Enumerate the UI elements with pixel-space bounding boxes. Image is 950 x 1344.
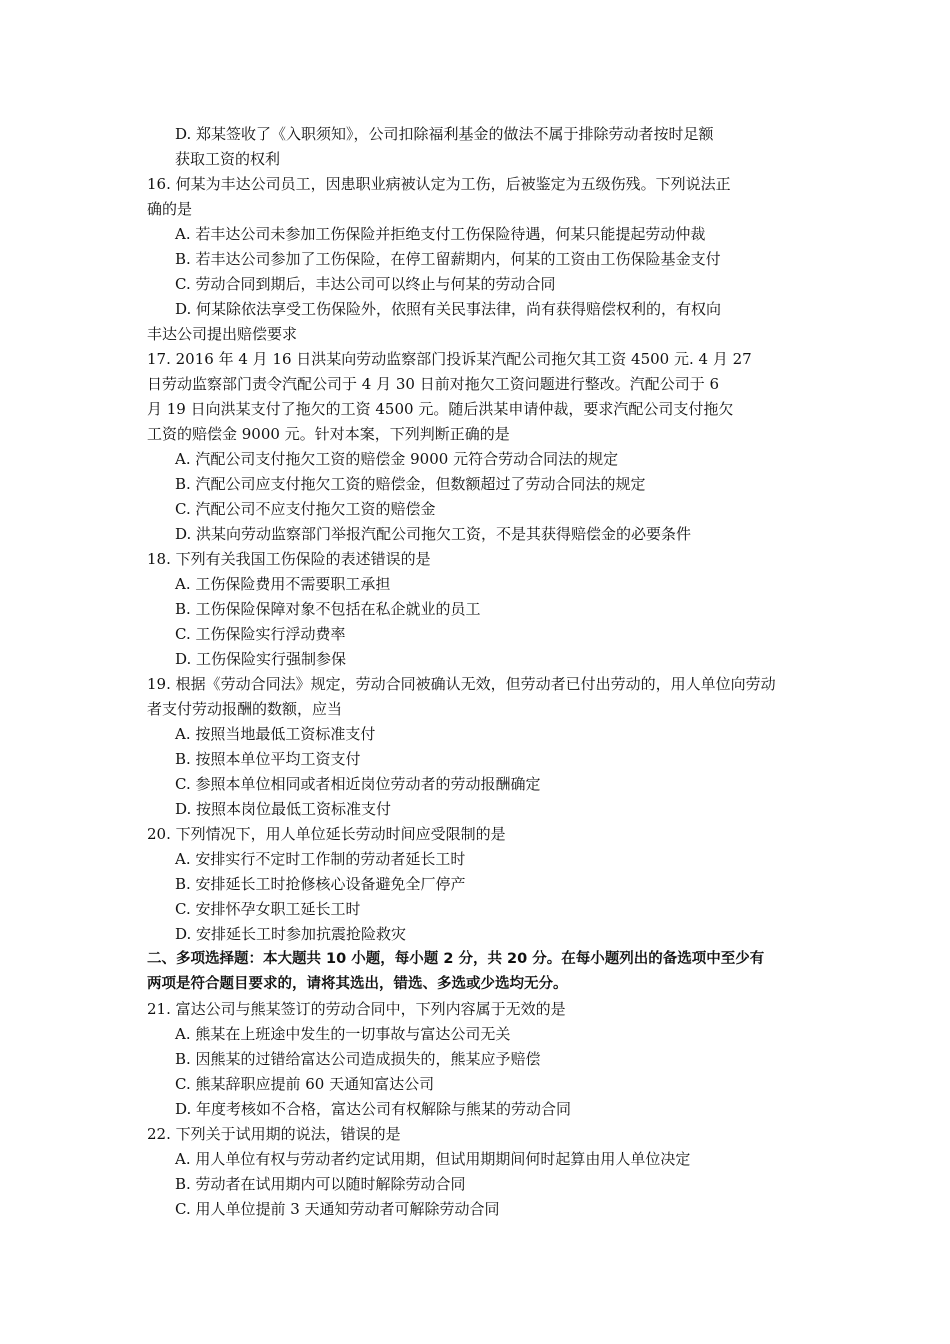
q20-option-a: A. 安排实行不定时工作制的劳动者延长工时 (175, 850, 466, 868)
q16-option-d: D. 何某除依法享受工伤保险外，依照有关民事法律，尚有获得赔偿权利的，有权向 (175, 300, 722, 318)
q18-option-a: A. 工伤保险费用不需要职工承担 (175, 575, 391, 593)
q16-stem-cont: 确的是 (147, 200, 193, 218)
section-2-heading: 二、多项选择题：本大题共 10 小题，每小题 2 分，共 20 分。在每小题列出的备选项中至少有 (147, 951, 765, 967)
q17-option-c: C. 汽配公司不应支付拖欠工资的赔偿金 (175, 500, 436, 518)
q15-option-d: D. 郑某签收了《入职须知》，公司扣除福利基金的做法不属于排除劳动者按时足额 (175, 125, 714, 143)
section-2-heading-cont: 两项是符合题目要求的，请将其选出，错选、多选或少选均无分。 (147, 976, 568, 992)
q17-option-a: A. 汽配公司支付拖欠工资的赔偿金 9000 元符合劳动合同法的规定 (175, 450, 619, 468)
q19-stem-cont: 者支付劳动报酬的数额，应当 (147, 700, 343, 718)
q16-option-d-cont: 丰达公司提出赔偿要求 (147, 325, 298, 343)
q16-stem: 16. 何某为丰达公司员工，因患职业病被认定为工伤，后被鉴定为五级伤残。下列说法正 (147, 175, 731, 193)
exam-page (147, 122, 815, 1222)
q15-option-d-cont: 获取工资的权利 (175, 150, 281, 168)
q16-option-a: A. 若丰达公司未参加工伤保险并拒绝支付工伤保险待遇，何某只能提起劳动仲裁 (175, 225, 706, 243)
q19-option-b: B. 按照本单位平均工资支付 (175, 750, 361, 768)
q20-stem: 20. 下列情况下，用人单位延长劳动时间应受限制的是 (147, 825, 506, 843)
q17-stem-cont-2: 月 19 日向洪某支付了拖欠的工资 4500 元。随后洪某申请仲裁，要求汽配公司支付拖欠 (147, 400, 734, 418)
q17-stem-cont-1: 日劳动监察部门责令汽配公司于 4 月 30 日前对拖欠工资问题进行整改。汽配公司于 6 (147, 375, 720, 393)
q19-option-a: A. 按照当地最低工资标准支付 (175, 725, 376, 743)
q17-stem: 17. 2016 年 4 月 16 日洪某向劳动监察部门投诉某汽配公司拖欠其工资 4500 元. 4 月 27 (147, 350, 752, 368)
q21-option-d: D. 年度考核如不合格，富达公司有权解除与熊某的劳动合同 (175, 1100, 572, 1118)
q18-option-d: D. 工伤保险实行强制参保 (175, 650, 347, 668)
q19-option-c: C. 参照本单位相同或者相近岗位劳动者的劳动报酬确定 (175, 775, 541, 793)
q22-option-a: A. 用人单位有权与劳动者约定试用期，但试用期期间何时起算由用人单位决定 (175, 1150, 691, 1168)
q17-stem-cont-3: 工资的赔偿金 9000 元。针对本案，下列判断正确的是 (147, 425, 510, 443)
q21-option-a: A. 熊某在上班途中发生的一切事故与富达公司无关 (175, 1025, 511, 1043)
q17-option-b: B. 汽配公司应支付拖欠工资的赔偿金，但数额超过了劳动合同法的规定 (175, 475, 646, 493)
q22-option-c: C. 用人单位提前 3 天通知劳动者可解除劳动合同 (175, 1200, 500, 1218)
q16-option-b: B. 若丰达公司参加了工伤保险，在停工留薪期内，何某的工资由工伤保险基金支付 (175, 250, 721, 268)
q20-option-c: C. 安排怀孕女职工延长工时 (175, 900, 361, 918)
q18-option-c: C. 工伤保险实行浮动费率 (175, 625, 346, 643)
q20-option-d: D. 安排延长工时参加抗震抢险救灾 (175, 925, 407, 943)
q21-option-c: C. 熊某辞职应提前 60 天通知富达公司 (175, 1075, 435, 1093)
q17-option-d: D. 洪某向劳动监察部门举报汽配公司拖欠工资，不是其获得赔偿金的必要条件 (175, 525, 692, 543)
q22-stem: 22. 下列关于试用期的说法，错误的是 (147, 1125, 401, 1143)
q19-stem: 19. 根据《劳动合同法》规定，劳动合同被确认无效，但劳动者已付出劳动的，用人单位向劳动 (147, 675, 776, 693)
q21-stem: 21. 富达公司与熊某签订的劳动合同中，下列内容属于无效的是 (147, 1000, 566, 1018)
q20-option-b: B. 安排延长工时抢修核心设备避免全厂停产 (175, 875, 466, 893)
q22-option-b: B. 劳动者在试用期内可以随时解除劳动合同 (175, 1175, 466, 1193)
q18-stem: 18. 下列有关我国工伤保险的表述错误的是 (147, 550, 431, 568)
q21-option-b: B. 因熊某的过错给富达公司造成损失的，熊某应予赔偿 (175, 1050, 541, 1068)
q18-option-b: B. 工伤保险保障对象不包括在私企就业的员工 (175, 600, 481, 618)
q16-option-c: C. 劳动合同到期后，丰达公司可以终止与何某的劳动合同 (175, 275, 556, 293)
q19-option-d: D. 按照本岗位最低工资标准支付 (175, 800, 392, 818)
